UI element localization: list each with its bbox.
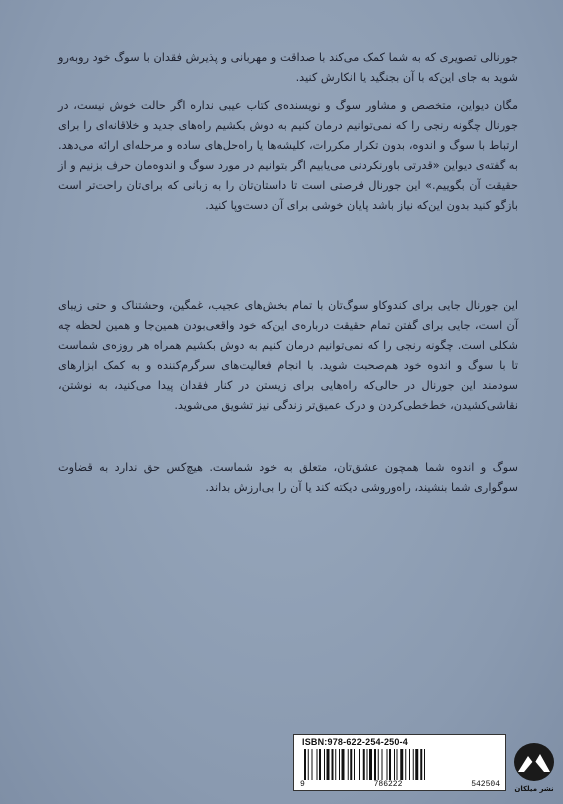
publisher-name: نشر میلکان bbox=[514, 785, 554, 793]
barcode-lead-digit: 9 bbox=[300, 780, 305, 789]
barcode-bars-icon bbox=[304, 749, 496, 780]
barcode-digits bbox=[300, 780, 500, 789]
barcode-digit-group-2: 542504 bbox=[471, 780, 500, 789]
blurb-paragraph-2: مگان دیواین، متخصص و مشاور سوگ و نویسنده‌ی کتاب عیبی نداره اگر حالت خوش نیست، در جورنال چگونه رنجی را که نمی‌توانیم درمان کنیم به دوش بکشیم راه‌های جدید و خلاقانه‌ای را برای ارتباط با سوگ و اندوه، بدون تکرار مکررات، کلیشه‌ها یا راه‌حل‌های ساده و مرحله‌ای ارائه می‌دهد. به گفته‌ی دیواین «قدرتی باورنکردنی می‌یابیم اگر بتوانیم در مورد سوگ و اندوه‌مان حرف بزنیم و از حقیقت آن بگوییم.» این جورنال فرصتی است تا داستان‌تان را به زبانی که برای‌تان راحت‌تر است بازگو کنید بدون این‌که نیاز باشد پایان خوشی برای آن دست‌وپا کنید. bbox=[58, 99, 518, 212]
blurb-paragraph-1: جورنالی تصویری که به شما کمک می‌کند با صداقت و مهربانی و پذیرش فقدان با سوگ خود روبه‌رو شوید به جای این‌که با آن بجنگید یا انکارش کنید. bbox=[58, 51, 518, 84]
blurb-paragraph-4: سوگ و اندوه شما همچون عشق‌تان، متعلق به خود شماست. هیچ‌کس حق ندارد به قضاوت سوگواری شما بنشیند، راه‌وروشی دیکته کند یا آن را بی‌ارزش بداند. bbox=[58, 461, 518, 494]
barcode-digit-group-1: 786222 bbox=[373, 780, 403, 789]
blurb-paragraph-3: این جورنال جایی برای کندوکاو سوگ‌تان با تمام بخش‌های عجیب، غمگین، وحشتناک و حتی زیبای آن است، جایی برای گفتن تمام حقیقت درباره‌ی این‌که خود واقعی‌بودن همین‌جا و همین لحظه چه شکلی است. چگونه رنجی را که نمی‌توانیم درمان کنیم به دوش بکشیم همراه هر روزه‌ی شماست تا با سوگ و اندوه خود هم‌صحبت شوید. با انجام فعالیت‌های سرگرم‌کننده و به کمک ابزارهای سودمند این جورنال در حالی‌که راه‌هایی برای زیستن در کنار فقدان پیدا می‌کنید، به نوشتن، نقاشی‌کشیدن، خط‌خطی‌کردن و درک عمیق‌تر زندگی نیز تشویق می‌شوید. bbox=[58, 299, 518, 412]
isbn-barcode bbox=[293, 734, 506, 791]
isbn-label: ISBN:978-622-254-250-4 bbox=[302, 737, 408, 747]
